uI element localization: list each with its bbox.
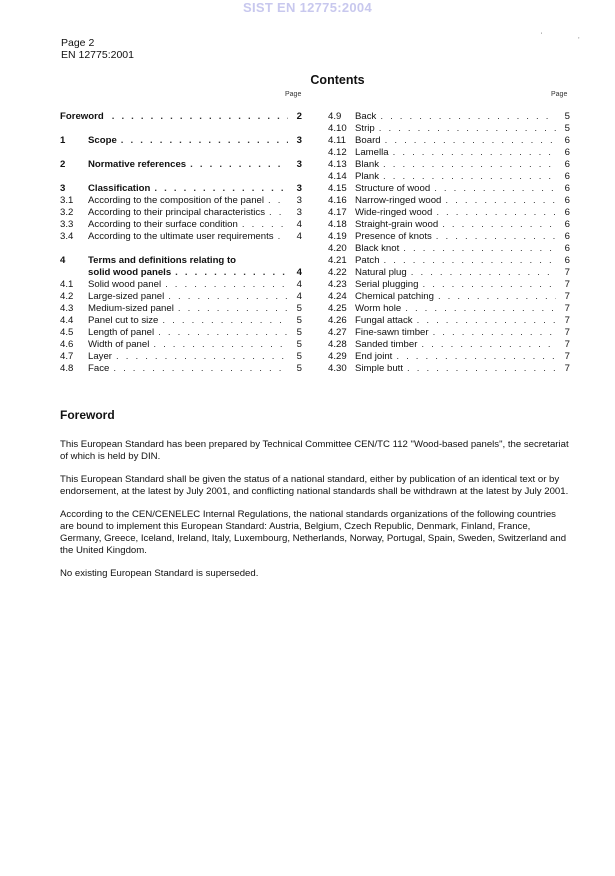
toc-entry-title: solid wood panels: [88, 267, 172, 278]
toc-entry-page: 5: [296, 303, 302, 314]
dot-leader: [165, 279, 288, 291]
toc-entry-number: 4.18: [328, 219, 347, 230]
toc-entry[interactable]: [60, 255, 302, 267]
toc-entry-title: According to the ultimate user requirements: [88, 231, 274, 242]
toc-entry-number: 4.5: [60, 327, 74, 338]
toc-entry-page: [288, 255, 302, 267]
toc-entry[interactable]: [328, 279, 570, 291]
toc-entry-number: 3.3: [60, 219, 74, 230]
toc-entry-page: 6: [564, 195, 570, 206]
dot-leader: [422, 279, 556, 291]
toc-entry[interactable]: [60, 183, 302, 195]
dot-leader: [383, 159, 556, 171]
contents-title: Contents: [310, 73, 365, 87]
dot-leader: [168, 291, 288, 303]
dot-leader: [442, 219, 556, 231]
toc-entry[interactable]: [328, 267, 570, 279]
toc-entry[interactable]: [328, 195, 570, 207]
toc-entry-page: 3: [296, 135, 302, 146]
dot-leader: [385, 135, 556, 147]
dot-leader: [158, 327, 288, 339]
foreword-heading: Foreword: [60, 408, 115, 422]
toc-entry[interactable]: [60, 159, 302, 171]
toc-entry-number: 1: [60, 135, 66, 146]
dot-leader: [154, 183, 288, 195]
dot-leader: [153, 339, 288, 351]
toc-entry-title: Straight-grain wood: [355, 219, 439, 230]
toc-entry-page: 3: [296, 159, 302, 170]
toc-entry[interactable]: [60, 291, 302, 303]
toc-entry-number: 4.17: [328, 207, 347, 218]
toc-entry-number: 4.1: [60, 279, 74, 290]
toc-entry-page: 6: [564, 207, 570, 218]
toc-entry-title: Serial plugging: [355, 279, 419, 290]
toc-entry-page: 7: [564, 303, 570, 314]
toc-entry[interactable]: [60, 195, 302, 207]
toc-entry-page: 5: [296, 363, 302, 374]
dot-leader: [269, 207, 288, 219]
toc-entry-number: 4.30: [328, 363, 347, 374]
toc-entry-page: 6: [564, 243, 570, 254]
toc-right-column: [328, 111, 570, 375]
toc-entry-number: 4.10: [328, 123, 347, 134]
toc-entry-number: 4.11: [328, 135, 346, 146]
toc-entry[interactable]: [60, 111, 302, 123]
page-header: [61, 37, 134, 61]
dot-leader: [417, 315, 556, 327]
toc-entry-title: Board: [355, 135, 381, 146]
dot-leader: [383, 171, 556, 183]
toc-entry-page: 5: [296, 327, 302, 338]
toc-entry-title: Sanded timber: [355, 339, 418, 350]
toc-entry-page: 7: [564, 363, 570, 374]
toc-entry-number: 4.28: [328, 339, 347, 350]
toc-entry-title: Panel cut to size: [88, 315, 159, 326]
toc-entry[interactable]: [328, 351, 570, 363]
toc-entry-title: Strip: [355, 123, 375, 134]
toc-entry-title: Black knot: [355, 243, 400, 254]
toc-entry-title: According to their surface condition: [88, 219, 238, 230]
dot-leader: [116, 351, 288, 363]
dot-leader: [393, 147, 556, 159]
toc-entry-title: Solid wood panel: [88, 279, 162, 290]
toc-entry-number: 4.26: [328, 315, 347, 326]
toc-entry[interactable]: [328, 291, 570, 303]
toc-entry-title: Scope: [88, 135, 117, 146]
dot-leader: [436, 231, 556, 243]
toc-entry[interactable]: [328, 219, 570, 231]
toc-entry-title: End joint: [355, 351, 393, 362]
toc-entry-title: According to their principal characteristics: [88, 207, 266, 218]
toc-entry-page: 7: [564, 267, 570, 278]
toc-entry[interactable]: [60, 351, 302, 363]
toc-entry[interactable]: [60, 303, 302, 315]
toc-entry-page: 2: [296, 111, 302, 122]
toc-entry-page: 6: [564, 147, 570, 158]
foreword-paragraph: No existing European Standard is superseded.: [60, 568, 259, 579]
toc-entry-number: 4.23: [328, 279, 347, 290]
toc-entry-page: 6: [564, 135, 570, 146]
toc-entry-page: 6: [564, 159, 570, 170]
toc-entry[interactable]: [60, 219, 302, 231]
toc-entry-number: 4.19: [328, 231, 347, 242]
toc-entry[interactable]: [328, 171, 570, 183]
toc-entry-title: Narrow-ringed wood: [355, 195, 442, 206]
toc-entry-title: Natural plug: [355, 267, 407, 278]
dot-leader: [162, 315, 288, 327]
toc-entry[interactable]: [328, 243, 570, 255]
scan-speck: ': [541, 33, 543, 39]
toc-entry-title: Terms and definitions relating to: [88, 255, 237, 266]
toc-entry-title: Fungal attack: [355, 315, 413, 326]
toc-entry-page: 6: [564, 255, 570, 266]
toc-entry-number: 4.9: [328, 111, 342, 122]
dot-leader: [403, 243, 556, 255]
dot-leader: [407, 363, 556, 375]
toc-entry-title: Layer: [88, 351, 112, 362]
toc-entry-page: 7: [564, 291, 570, 302]
dot-leader: [121, 135, 288, 147]
toc-entry-number: 4.6: [60, 339, 74, 350]
toc-entry[interactable]: [60, 207, 302, 219]
dot-leader: [433, 327, 556, 339]
toc-entry-page: 4: [296, 279, 302, 290]
toc-entry-page: 5: [296, 351, 302, 362]
toc-entry-number: 4.25: [328, 303, 347, 314]
dot-leader: [178, 303, 288, 315]
toc-entry[interactable]: [328, 327, 570, 339]
toc-entry-title: Classification: [88, 183, 151, 194]
toc-entry[interactable]: [328, 315, 570, 327]
toc-entry[interactable]: [328, 363, 570, 375]
toc-entry[interactable]: [328, 303, 570, 315]
dot-leader: [436, 207, 556, 219]
toc-entry-page: 7: [564, 351, 570, 362]
toc-entry[interactable]: [328, 207, 570, 219]
toc-entry-number: 4.12: [328, 147, 347, 158]
toc-entry[interactable]: [60, 363, 302, 375]
toc-entry[interactable]: [328, 339, 570, 351]
toc-entry[interactable]: [60, 267, 302, 279]
toc-entry[interactable]: [60, 339, 302, 351]
toc-entry-page: 5: [564, 111, 570, 122]
toc-entry-page: 4: [296, 291, 302, 302]
toc-entry-title: Presence of knots: [355, 231, 432, 242]
toc-entry[interactable]: [328, 147, 570, 159]
toc-entry-title: Face: [88, 363, 110, 374]
toc-entry-number: 3.4: [60, 231, 74, 242]
toc-entry[interactable]: [60, 327, 302, 339]
toc-entry-title: Medium-sized panel: [88, 303, 174, 314]
toc-entry-number: 4.20: [328, 243, 347, 254]
toc-entry[interactable]: [328, 135, 570, 147]
toc-entry-title: Lamella: [355, 147, 389, 158]
dot-leader: [396, 351, 556, 363]
toc-entry-number: 4.3: [60, 303, 74, 314]
dot-leader: [438, 291, 556, 303]
standard-id: EN 12775:2001: [61, 49, 134, 61]
toc-entry-title: Chemical patching: [355, 291, 434, 302]
toc-entry-page: 7: [564, 339, 570, 350]
toc-entry-number: Foreword: [60, 111, 104, 122]
toc-entry-page: 3: [296, 207, 302, 218]
toc-entry-page: 4: [296, 267, 302, 278]
toc-entry[interactable]: [328, 231, 570, 243]
toc-entry-number: 4.8: [60, 363, 74, 374]
toc-entry-number: 2: [60, 159, 66, 170]
dot-leader: [113, 363, 288, 375]
toc-entry-number: 4: [60, 255, 66, 266]
toc-entry-page: 7: [564, 279, 570, 290]
toc-entry-page: 6: [564, 219, 570, 230]
toc-entry-number: 3.2: [60, 207, 74, 218]
toc-entry-number: 4.27: [328, 327, 347, 338]
dot-leader: [445, 195, 556, 207]
toc-entry-number: 4.7: [60, 351, 74, 362]
toc-entry-number: 4.24: [328, 291, 347, 302]
page-number: Page 2: [61, 37, 95, 49]
toc-entry[interactable]: [328, 255, 570, 267]
dot-leader: [380, 111, 556, 123]
toc-entry-title: Worm hole: [355, 303, 402, 314]
toc-entry-title: Simple butt: [355, 363, 403, 374]
toc-entry-number: 4.22: [328, 267, 347, 278]
dot-leader: [434, 183, 556, 195]
foreword-paragraph: According to the CEN/CENELEC Internal Regulations, the national standards organizations of the following countries are bound to implement this European Standard: Austria, Belgium, Czech Republic, Denmark, Finland, France, Germany, Greece, Iceland, Ireland, Italy, Luxembourg, Netherlands, Norway, Portugal, Spain, Sweden, Switzerland and the United Kingdom.: [60, 509, 567, 556]
foreword-paragraph: This European Standard shall be given the status of a national standard, either by publication of an identical text or by endorsement, at the latest by July 2001, and conflicting national standards shall be withdrawn at the latest by July 2001.: [60, 474, 569, 497]
dot-leader: [112, 111, 288, 123]
toc-entry-number: 4.15: [328, 183, 347, 194]
toc-entry-page: 6: [564, 171, 570, 182]
dot-leader: [405, 303, 556, 315]
toc-entry-page: 6: [564, 231, 570, 242]
toc-entry-title: According to the composition of the panel: [88, 195, 264, 206]
toc-entry-title: Plank: [355, 171, 379, 182]
toc-entry-title: Structure of wood: [355, 183, 431, 194]
toc-entry-number: 3.1: [60, 195, 74, 206]
toc-entry-title: Back: [355, 111, 377, 122]
watermark: SIST EN 12775:2004: [243, 0, 372, 15]
toc-entry-page: 5: [296, 315, 302, 326]
dot-leader: [379, 123, 556, 135]
toc-entry-number: 4.16: [328, 195, 347, 206]
dot-leader: [175, 267, 288, 279]
toc-entry[interactable]: [328, 123, 570, 135]
toc-entry-title: Length of panel: [88, 327, 155, 338]
toc-entry-page: 3: [296, 183, 302, 194]
toc-entry-number: 4.29: [328, 351, 347, 362]
toc-entry-page: 7: [564, 327, 570, 338]
dot-leader: [190, 159, 288, 171]
toc-entry[interactable]: [60, 279, 302, 291]
toc-entry[interactable]: [60, 231, 302, 243]
toc-entry-page: 5: [564, 123, 570, 134]
page-column-label-right: Page: [551, 91, 568, 98]
dot-leader: [242, 219, 288, 231]
toc-entry[interactable]: [328, 111, 570, 123]
toc-entry-page: 7: [564, 315, 570, 326]
dot-leader: [421, 339, 556, 351]
toc-entry-page: 6: [564, 183, 570, 194]
page-column-label-left: Page: [285, 91, 302, 98]
toc-entry-page: 4: [296, 219, 302, 230]
toc-entry-number: 4.13: [328, 159, 347, 170]
toc-entry-title: Width of panel: [88, 339, 150, 350]
toc-entry[interactable]: [60, 135, 302, 147]
toc-entry[interactable]: [60, 315, 302, 327]
dot-leader: [384, 255, 556, 267]
toc-entry-title: Normative references: [88, 159, 187, 170]
toc-entry-title: Fine-sawn timber: [355, 327, 429, 338]
toc-entry-title: Wide-ringed wood: [355, 207, 433, 218]
toc-left-column: [60, 111, 302, 375]
dot-leader: [278, 231, 288, 243]
toc-entry-number: 4.14: [328, 171, 347, 182]
toc-entry-title: Large-sized panel: [88, 291, 165, 302]
toc-entry-number: [60, 267, 88, 279]
scan-speck: ,: [578, 34, 580, 40]
dot-leader: [411, 267, 556, 279]
toc-entry-page: 5: [296, 339, 302, 350]
toc-entry-number: 3: [60, 183, 66, 194]
toc-entry-number: 4.21: [328, 255, 347, 266]
foreword-paragraph: This European Standard has been prepared by Technical Committee CEN/TC 112 "Wood-based panels", the secretariat of which is held by DIN.: [60, 439, 569, 462]
toc-entry-number: 4.2: [60, 291, 74, 302]
toc-entry[interactable]: [328, 159, 570, 171]
toc-entry-title: Blank: [355, 159, 379, 170]
toc-entry[interactable]: [328, 183, 570, 195]
toc-entry-number: 4.4: [60, 315, 74, 326]
toc-entry-page: 3: [296, 195, 302, 206]
dot-leader: [268, 195, 288, 207]
toc-entry-title: Patch: [355, 255, 380, 266]
toc-entry-page: 4: [296, 231, 302, 242]
foreword-body: [60, 439, 570, 591]
